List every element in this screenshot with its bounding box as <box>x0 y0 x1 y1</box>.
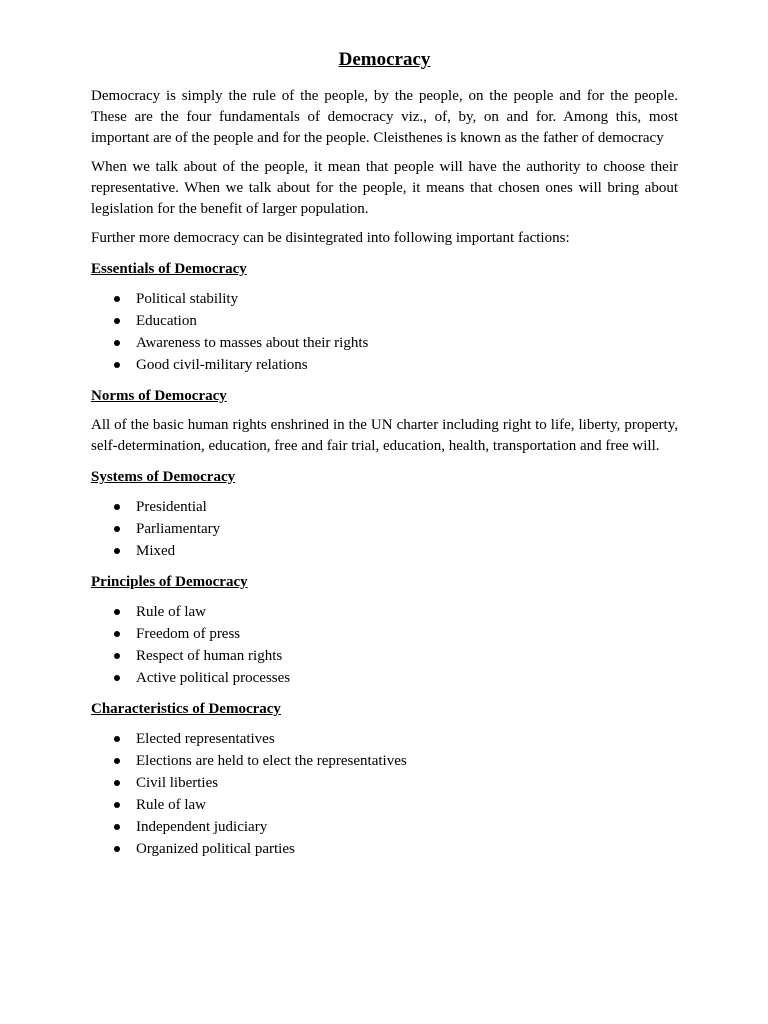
list-item-text: Freedom of press <box>136 626 241 642</box>
list-item-text: Presidential <box>136 499 207 515</box>
norms-paragraph: All of the basic human rights enshrined in the UN charter including right to life, liberty, property, self-determination, education, free and fair trial, education, health, transportation and free will. <box>91 417 678 454</box>
section-heading-systems: Systems of Democracy <box>91 469 236 485</box>
bullet-icon <box>114 296 120 302</box>
list-item <box>91 816 678 838</box>
list-item <box>91 518 678 540</box>
section-heading-principles: Principles of Democracy <box>91 574 248 590</box>
bullet-icon <box>114 548 120 554</box>
systems-list <box>91 496 678 562</box>
intro-paragraph: Further more democracy can be disintegrated into following important factions: <box>91 230 570 246</box>
list-item <box>91 288 678 310</box>
bullet-icon <box>114 318 120 324</box>
bullet-icon <box>114 631 120 637</box>
list-item-text: Parliamentary <box>136 521 221 537</box>
list-item <box>91 667 678 689</box>
list-item <box>91 540 678 562</box>
section-heading-norms: Norms of Democracy <box>91 388 227 404</box>
list-item-text: Awareness to masses about their rights <box>136 335 369 351</box>
list-item-text: Respect of human rights <box>136 648 283 664</box>
list-item <box>91 645 678 667</box>
intro-paragraph: When we talk about of the people, it mean that people will have the authority to choose their representative. When we talk about for the people, it means that chosen ones will bring about legislation for the benefit of larger population. <box>91 159 678 217</box>
list-item-text: Political stability <box>136 291 239 307</box>
list-item <box>91 601 678 623</box>
bullet-icon <box>114 758 120 764</box>
list-item <box>91 623 678 645</box>
list-item-text: Elections are held to elect the representatives <box>136 753 407 769</box>
list-item-text: Mixed <box>136 543 176 559</box>
list-item-text: Active political processes <box>136 670 291 686</box>
characteristics-list <box>91 728 678 860</box>
principles-list <box>91 601 678 689</box>
list-item-text: Elected representatives <box>136 731 275 747</box>
bullet-icon <box>114 362 120 368</box>
bullet-icon <box>114 846 120 852</box>
bullet-icon <box>114 609 120 615</box>
list-item <box>91 838 678 860</box>
list-item-text: Rule of law <box>136 604 206 620</box>
bullet-icon <box>114 824 120 830</box>
bullet-icon <box>114 653 120 659</box>
intro-paragraph: Democracy is simply the rule of the people, by the people, on the people and for the people. These are the four fundamentals of democracy viz., of, by, on and for. Among this, most important are of the people and for the people. Cleisthenes is known as the father of democracy <box>91 88 678 146</box>
bullet-icon <box>114 504 120 510</box>
list-item-text: Organized political parties <box>136 841 295 857</box>
list-item-text: Rule of law <box>136 797 206 813</box>
document-title: Democracy <box>338 49 431 70</box>
list-item-text: Education <box>136 313 197 329</box>
list-item <box>91 310 678 332</box>
bullet-icon <box>114 526 120 532</box>
bullet-icon <box>114 736 120 742</box>
list-item-text: Civil liberties <box>136 775 219 791</box>
document-content <box>91 48 678 869</box>
section-heading-characteristics: Characteristics of Democracy <box>91 701 281 717</box>
list-item <box>91 750 678 772</box>
list-item-text: Independent judiciary <box>136 819 268 835</box>
bullet-icon <box>114 675 120 681</box>
list-item <box>91 772 678 794</box>
bullet-icon <box>114 802 120 808</box>
section-heading-essentials: Essentials of Democracy <box>91 261 247 277</box>
list-item <box>91 496 678 518</box>
bullet-icon <box>114 340 120 346</box>
list-item <box>91 332 678 354</box>
list-item <box>91 728 678 750</box>
essentials-list <box>91 288 678 376</box>
list-item-text: Good civil-military relations <box>136 357 308 373</box>
list-item <box>91 354 678 376</box>
list-item <box>91 794 678 816</box>
bullet-icon <box>114 780 120 786</box>
